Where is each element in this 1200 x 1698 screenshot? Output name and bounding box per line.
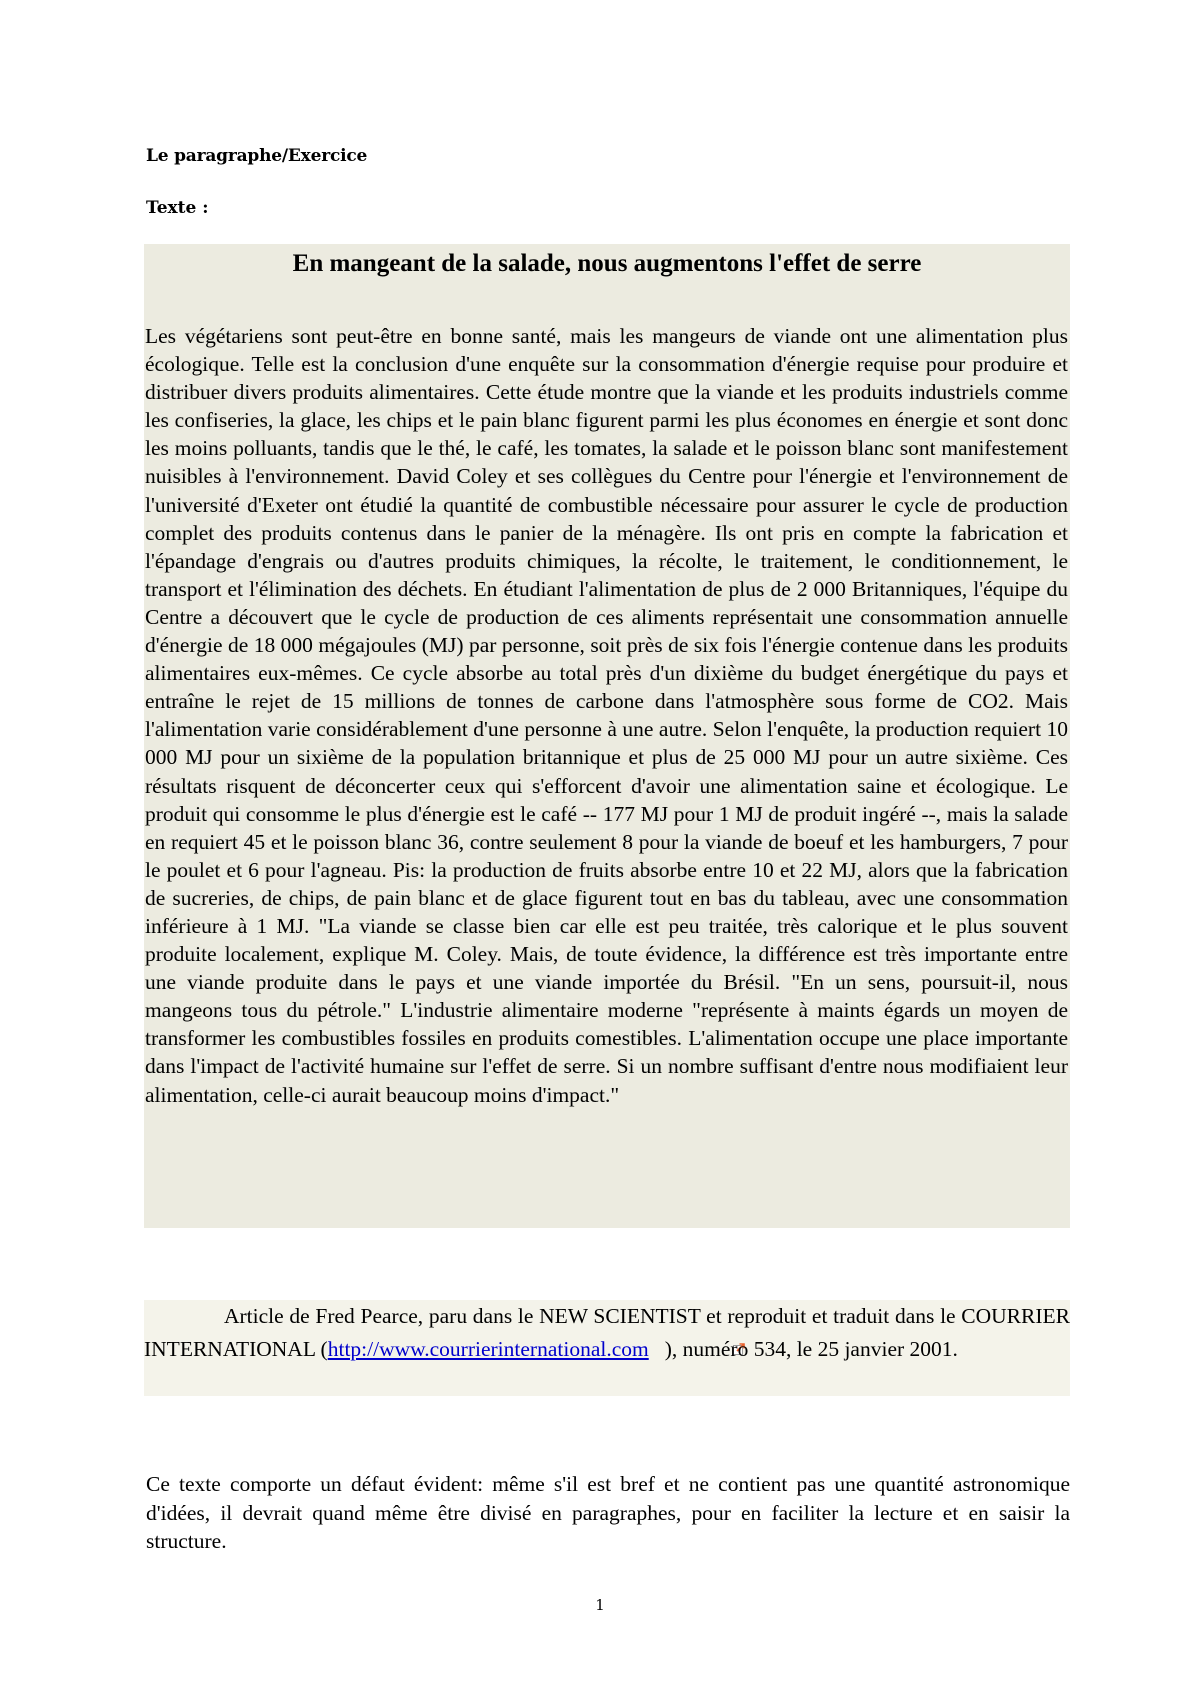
source-citation bbox=[144, 1300, 1070, 1365]
source-text-after-link: ), numéro 534, le 25 janvier 2001. bbox=[664, 1337, 958, 1361]
exercise-question: Ce texte comporte un défaut évident: même s'il est bref et ne contient pas une quantité astronomique d'idées, il devrait quand même être divisé en paragraphes, pour en faciliter la lecture et en saisir la structure. bbox=[146, 1472, 1070, 1553]
page-number: 1 bbox=[595, 1596, 605, 1614]
external-link-icon[interactable] bbox=[653, 1332, 665, 1344]
source-box bbox=[144, 1300, 1070, 1396]
courrier-international-link[interactable]: http://www.courrierinternational.com bbox=[327, 1337, 649, 1361]
article-body: Les végétariens sont peut-être en bonne santé, mais les mangeurs de viande ont une alimentation plus écologique. Telle est la conclusion d'une enquête sur la consommation d'énergie requise pour produire et distribuer divers produits alimentaires. Cette étude montre que la viande et les produits industriels comme les confiseries, la glace, les chips et le pain blanc figurent parmi les plus économes en énergie et sont donc les moins polluants, tandis que le thé, le café, les tomates, la salade et le poisson blanc sont manifestement nuisibles à l'environnement. David Coley et ses collègues du Centre pour l'énergie et l'environnement de l'université d'Exeter ont étudié la quantité de combustible nécessaire pour assurer le cycle de production complet des produits contenus dans le panier de la ménagère. Ils ont pris en compte la fabrication et l'épandage d'engrais ou d'autres produits chimiques, la récolte, le traitement, le conditionnement, le transport et l'élimination des déchets. En étudiant l'alimentation de plus de 2 000 Britanniques, l'équipe du Centre a découvert que le cycle de production de ces aliments représentait une consommation annuelle d'énergie de 18 000 mégajoules (MJ) par personne, soit près de six fois l'énergie contenue dans les produits alimentaires eux-mêmes. Ce cycle absorbe au total près d'un dixième du budget énergétique du pays et entraîne le rejet de 15 millions de tonnes de carbone dans l'atmosphère sous forme de CO2. Mais l'alimentation varie considérablement d'une personne à une autre. Selon l'enquête, la production requiert 10 000 MJ pour un sixième de la population britannique et plus de 25 000 MJ pour un autre sixième. Ces résultats risquent de déconcerter ceux qui s'efforcent d'avoir une alimentation saine et écologique. Le produit qui consomme le plus d'énergie est le café -- 177 MJ pour 1 MJ de produit ingéré --, mais la salade en requiert 45 et le poisson blanc 36, contre seulement 8 pour la viande de boeuf et les hamburgers, 7 pour le poulet et 6 pour l'agneau. Pis: la production de fruits absorbe entre 10 et 22 MJ, alors que la fabrication de sucreries, de chips, de pain blanc et de glace figurent tout en bas du tableau, avec une consommation inférieure à 1 MJ. "La viande se classe bien car elle est peu traitée, très calorique et le plus souvent produite localement, explique M. Coley. Mais, de toute évidence, la différence est très importante entre une viande produite dans le pays et une viande importée du Brésil. "En un sens, poursuit-il, nous mangeons tous du pétrole." L'industrie alimentaire moderne "représente à maints égards un moyen de transformer les combustibles fossiles en produits comestibles. L'alimentation occupe une place importante dans l'impact de l'activité humaine sur l'effet de serre. Si un nombre suffisant d'entre nous modifiaient leur alimentation, celle-ci aurait beaucoup moins d'impact." bbox=[145, 324, 1068, 1107]
source-text-before-link: Article de Fred Pearce, paru dans le NEW SCIENTIST et reproduit et traduit dans le COURRIER INTERNATIONAL ( bbox=[144, 1304, 1070, 1361]
article-title: En mangeant de la salade, nous augmentons l'effet de serre bbox=[292, 250, 922, 277]
article-box bbox=[144, 244, 1070, 1228]
section-title: Le paragraphe/Exercice bbox=[146, 146, 368, 166]
texte-label: Texte : bbox=[146, 198, 209, 218]
